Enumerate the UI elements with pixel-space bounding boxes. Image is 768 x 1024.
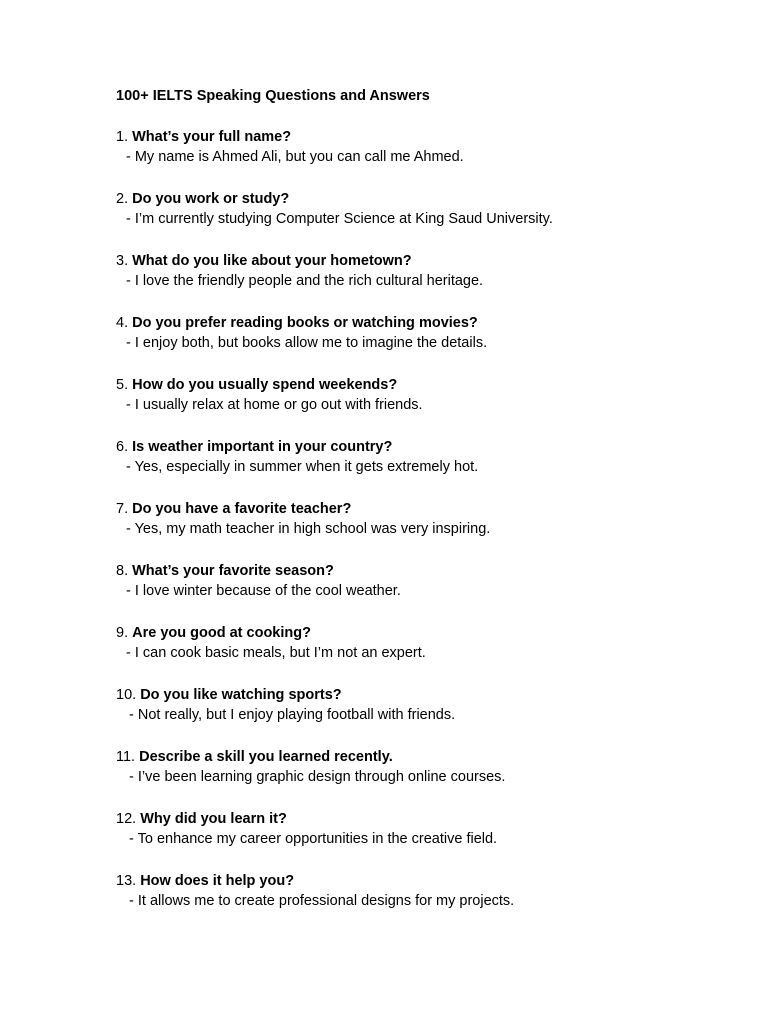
question bbox=[116, 251, 736, 271]
qa-item-4 bbox=[116, 313, 736, 375]
question-number: 8. bbox=[116, 563, 129, 579]
qa-item-3 bbox=[116, 251, 736, 313]
document-title: 100+ IELTS Speaking Questions and Answers bbox=[116, 88, 430, 104]
question bbox=[116, 189, 736, 209]
question bbox=[116, 375, 736, 395]
question-text: What do you like about your hometown? bbox=[132, 253, 412, 269]
answer-text: - My name is Ahmed Ali, but you can call me Ahmed. bbox=[126, 149, 464, 165]
qa-item-8 bbox=[116, 561, 736, 623]
question-number: 9. bbox=[116, 625, 129, 641]
qa-item-13 bbox=[116, 871, 736, 933]
question-text: Do you work or study? bbox=[132, 191, 290, 207]
answer-text: - I’ve been learning graphic design through online courses. bbox=[129, 769, 506, 785]
qa-item-5 bbox=[116, 375, 736, 437]
answer-text: - To enhance my career opportunities in the creative field. bbox=[129, 831, 498, 847]
question-text: How does it help you? bbox=[140, 873, 295, 889]
answer-text: - I love the friendly people and the rich cultural heritage. bbox=[126, 273, 484, 289]
qa-item-12 bbox=[116, 809, 736, 871]
question bbox=[116, 809, 736, 829]
answer-text: - I love winter because of the cool weather. bbox=[126, 583, 401, 599]
answer-text: - I enjoy both, but books allow me to imagine the details. bbox=[126, 335, 488, 351]
qa-item-11 bbox=[116, 747, 736, 809]
question bbox=[116, 685, 736, 705]
qa-item-9 bbox=[116, 623, 736, 685]
question bbox=[116, 623, 736, 643]
document-page bbox=[116, 86, 736, 933]
answer-text: - Not really, but I enjoy playing football with friends. bbox=[129, 707, 456, 723]
question bbox=[116, 747, 736, 767]
question-text: Do you like watching sports? bbox=[140, 687, 342, 703]
answer-text: - I’m currently studying Computer Science at King Saud University. bbox=[126, 211, 553, 227]
answer-text: - I usually relax at home or go out with friends. bbox=[126, 397, 423, 413]
answer-text: - It allows me to create professional designs for my projects. bbox=[129, 893, 515, 909]
question bbox=[116, 127, 736, 147]
question-text: Why did you learn it? bbox=[140, 811, 287, 827]
answer-text: - I can cook basic meals, but I’m not an expert. bbox=[126, 645, 426, 661]
question-number: 4. bbox=[116, 315, 129, 331]
answer-text: - Yes, my math teacher in high school was very inspiring. bbox=[126, 521, 491, 537]
question-number: 2. bbox=[116, 191, 129, 207]
qa-item-2 bbox=[116, 189, 736, 251]
question-text: How do you usually spend weekends? bbox=[132, 377, 398, 393]
question-text: Is weather important in your country? bbox=[132, 439, 393, 455]
qa-item-1 bbox=[116, 127, 736, 189]
qa-item-10 bbox=[116, 685, 736, 747]
question bbox=[116, 313, 736, 333]
question-number: 13. bbox=[116, 873, 137, 889]
qa-item-7 bbox=[116, 499, 736, 561]
question-number: 3. bbox=[116, 253, 129, 269]
question-text: Describe a skill you learned recently. bbox=[139, 749, 393, 765]
question bbox=[116, 871, 736, 891]
answer-text: - Yes, especially in summer when it gets extremely hot. bbox=[126, 459, 479, 475]
question bbox=[116, 499, 736, 519]
question bbox=[116, 561, 736, 581]
question-text: Are you good at cooking? bbox=[132, 625, 311, 641]
question-number: 11. bbox=[116, 749, 136, 765]
qa-item-6 bbox=[116, 437, 736, 499]
question bbox=[116, 437, 736, 457]
question-text: What’s your full name? bbox=[132, 129, 292, 145]
question-number: 1. bbox=[116, 129, 129, 145]
question-text: Do you prefer reading books or watching movies? bbox=[132, 315, 478, 331]
question-number: 7. bbox=[116, 501, 129, 517]
question-text: Do you have a favorite teacher? bbox=[132, 501, 352, 517]
question-number: 6. bbox=[116, 439, 129, 455]
question-number: 10. bbox=[116, 687, 137, 703]
question-number: 5. bbox=[116, 377, 129, 393]
question-number: 12. bbox=[116, 811, 137, 827]
question-text: What’s your favorite season? bbox=[132, 563, 334, 579]
